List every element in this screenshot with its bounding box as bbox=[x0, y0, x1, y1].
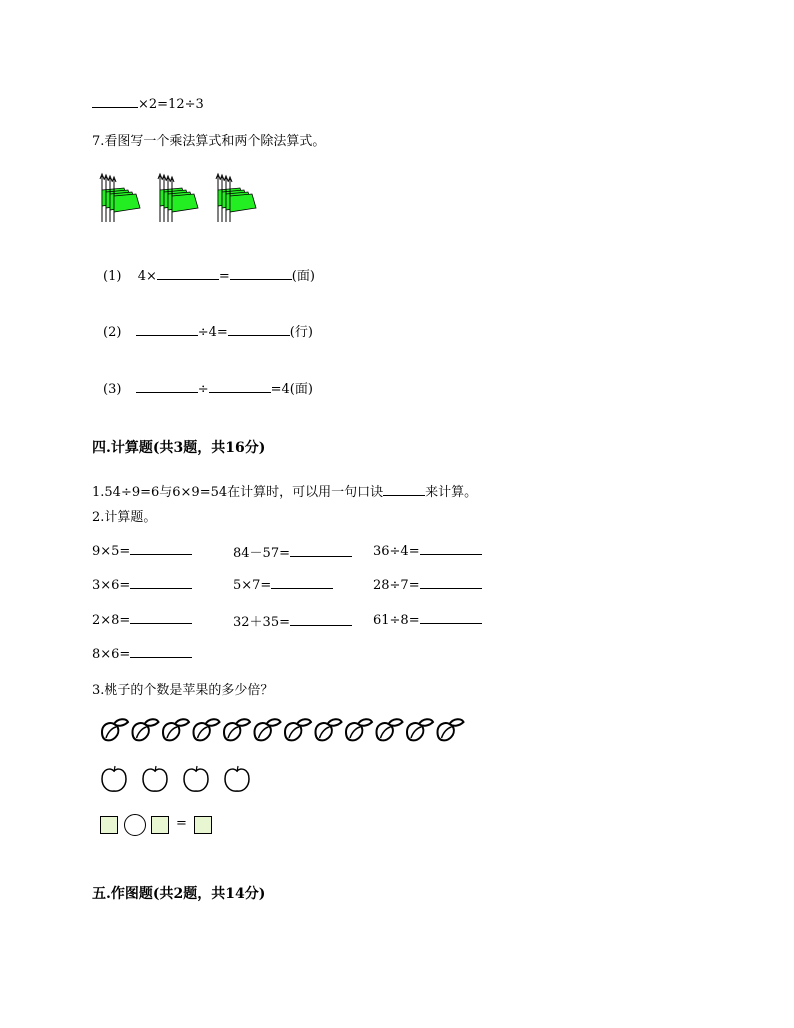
calc-row: 84－57= bbox=[233, 542, 352, 561]
peach bbox=[102, 719, 128, 740]
question-7-title: 7.看图写一个乘法算式和两个除法算式。 bbox=[92, 134, 326, 149]
answer-blank[interactable] bbox=[290, 544, 352, 557]
top-equation: ×2=12÷3 bbox=[92, 95, 204, 112]
answer-blank[interactable] bbox=[420, 542, 482, 555]
calc-row: 61÷8= bbox=[373, 611, 482, 628]
section-4-title: 四.计算题(共3题，共16分) bbox=[92, 440, 266, 456]
answer-box-result[interactable] bbox=[194, 816, 212, 834]
answer-blank[interactable] bbox=[130, 576, 192, 589]
q7-item-3: (3) ÷ =4(面) bbox=[103, 382, 313, 397]
peach-row bbox=[96, 714, 471, 750]
q7-item-1: (1) 4× = (面) bbox=[103, 269, 315, 284]
answer-blank[interactable] bbox=[136, 323, 198, 336]
peach bbox=[316, 719, 342, 740]
answer-blank[interactable] bbox=[420, 576, 482, 589]
flag-group bbox=[158, 174, 198, 222]
answer-blank[interactable] bbox=[230, 267, 292, 280]
peach bbox=[377, 719, 403, 740]
calc-row: 8×6= bbox=[92, 645, 192, 662]
apple bbox=[102, 766, 126, 791]
calc-row: 9×5= bbox=[92, 542, 192, 559]
answer-blank[interactable] bbox=[136, 380, 198, 393]
answer-blank[interactable] bbox=[157, 267, 219, 280]
flag-group bbox=[216, 174, 256, 222]
answer-blank[interactable] bbox=[209, 380, 271, 393]
equals-sign: = bbox=[176, 816, 187, 831]
answer-blank[interactable] bbox=[271, 576, 333, 589]
answer-blank[interactable] bbox=[130, 645, 192, 658]
answer-blank[interactable] bbox=[92, 95, 138, 108]
operator-circle[interactable] bbox=[124, 814, 146, 836]
answer-box-divisor[interactable] bbox=[151, 816, 169, 834]
answer-blank[interactable] bbox=[228, 323, 290, 336]
flag-group bbox=[100, 174, 140, 222]
answer-blank[interactable] bbox=[420, 611, 482, 624]
q7-item-2: (2) ÷4= (行) bbox=[103, 325, 313, 340]
peach bbox=[285, 719, 311, 740]
calc-question-1: 1.54÷9=6与6×9=54在计算时，可以用一句口诀 来计算。 bbox=[92, 485, 478, 500]
apple-icon bbox=[96, 762, 261, 794]
calc-question-2-title: 2.计算题。 bbox=[92, 510, 157, 525]
apple bbox=[184, 766, 208, 791]
calc-row: 32＋35= bbox=[233, 611, 352, 630]
flag-group-icon bbox=[98, 170, 268, 228]
section-5-title: 五.作图题(共2题，共14分) bbox=[92, 886, 266, 902]
peach bbox=[133, 719, 159, 740]
peach bbox=[407, 719, 433, 740]
calc-row: 5×7= bbox=[233, 576, 333, 593]
calc-question-3-title: 3.桃子的个数是苹果的多少倍？ bbox=[92, 683, 274, 698]
flag-groups bbox=[98, 170, 268, 228]
calc-row: 28÷7= bbox=[373, 576, 482, 593]
peach bbox=[438, 719, 464, 740]
calc-row: 2×8= bbox=[92, 611, 192, 628]
answer-blank[interactable] bbox=[290, 613, 352, 626]
peach bbox=[163, 719, 189, 740]
answer-box-dividend[interactable] bbox=[100, 816, 118, 834]
calc-row: 3×6= bbox=[92, 576, 192, 593]
apple bbox=[225, 766, 249, 791]
peach bbox=[194, 719, 220, 740]
peach bbox=[224, 719, 250, 740]
peach bbox=[346, 719, 372, 740]
answer-blank[interactable] bbox=[130, 542, 192, 555]
answer-blank[interactable] bbox=[130, 611, 192, 624]
peach-icon bbox=[96, 714, 471, 746]
apple bbox=[143, 766, 167, 791]
peach bbox=[255, 719, 281, 740]
answer-blank[interactable] bbox=[383, 483, 425, 496]
apple-row bbox=[96, 762, 261, 798]
calc-row: 36÷4= bbox=[373, 542, 482, 559]
